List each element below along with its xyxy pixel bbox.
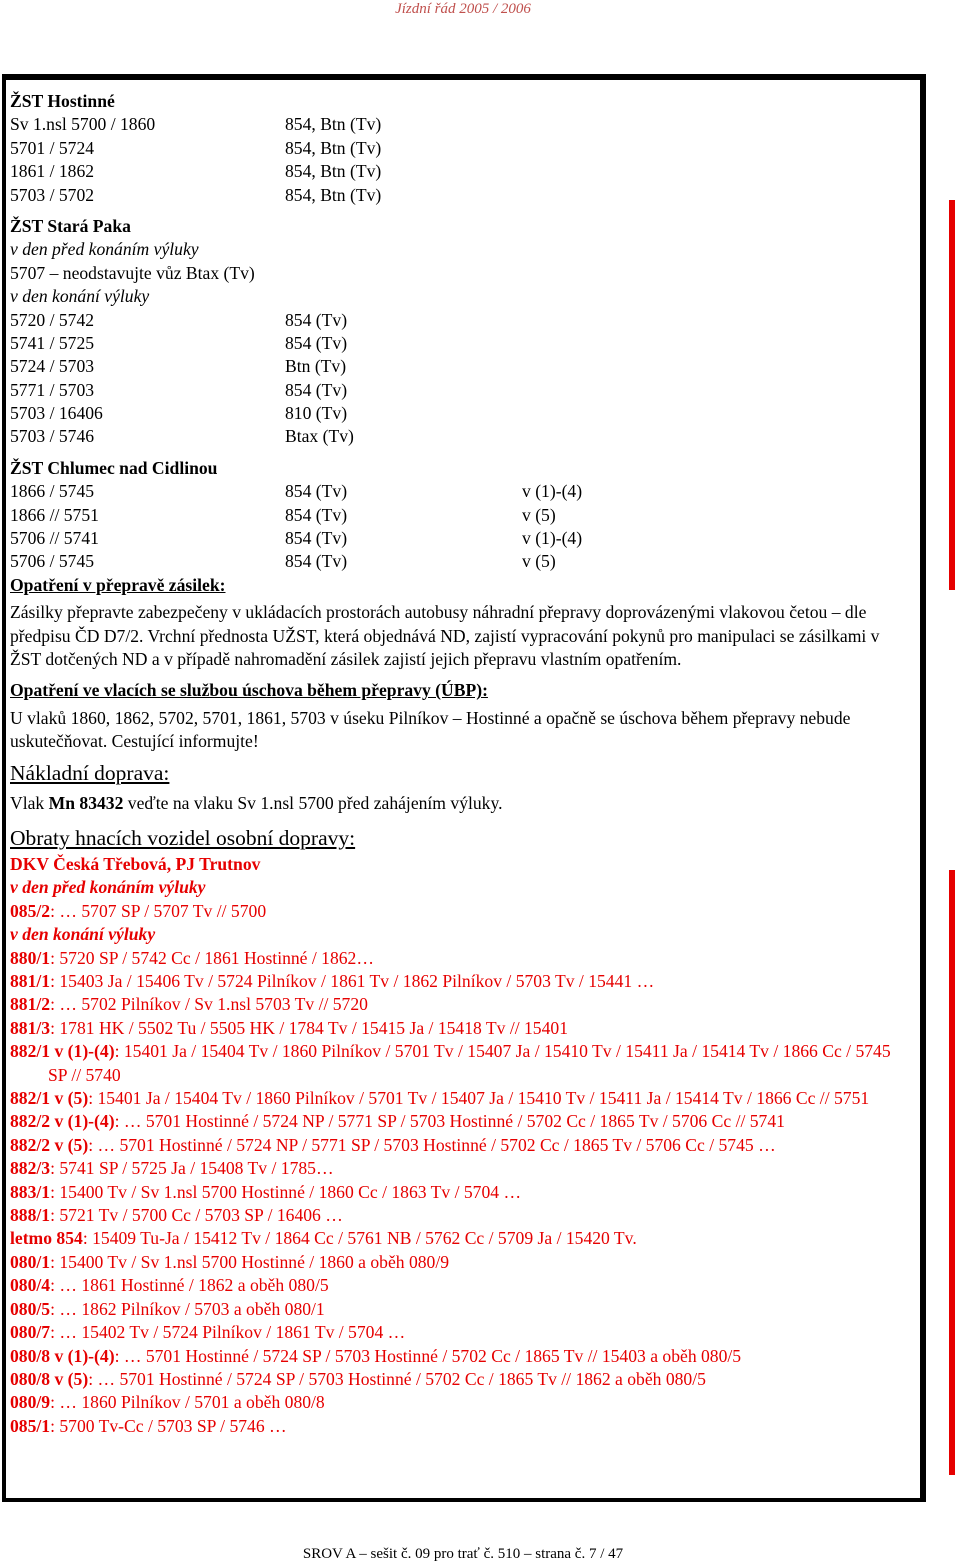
freight-text-pre: Vlak: [10, 792, 49, 813]
train-pair: 5706 // 5741: [10, 528, 99, 549]
vehicle-info: 854 (Tv): [285, 309, 348, 330]
rotation-code: 883/1: [10, 1181, 51, 1202]
train-pair: 5703 / 5746: [10, 426, 95, 447]
train-pair: Sv 1.nsl 5700 / 1860: [10, 114, 156, 135]
vehicle-info: 854, Btn (Tv): [285, 137, 382, 158]
rotation-entry: [10, 1204, 910, 1227]
rotation-trains: : … 5701 Hostinné / 5724 NP / 5771 SP / 5703 Hostinné / 5702 Cc / 1865 Tv / 5706 Cc / 5745 …: [88, 1134, 776, 1155]
depot-title: DKV Česká Třebová, PJ Trutnov: [10, 854, 261, 875]
table-row: [10, 504, 910, 527]
train-pair: 1866 // 5751: [10, 504, 99, 525]
vehicle-info: 854 (Tv): [285, 528, 348, 549]
vehicle-info: 854, Btn (Tv): [285, 114, 382, 135]
rotation-code: 888/1: [10, 1205, 51, 1226]
rotation-entry: [10, 900, 910, 923]
rotation-list: [10, 876, 910, 1438]
rotation-trains: : 15400 Tv / Sv 1.nsl 5700 Hostinné / 1860 a oběh 080/9: [50, 1251, 450, 1272]
rotation-trains: : 5721 Tv / 5700 Cc / 5703 SP / 16406 …: [50, 1205, 343, 1226]
rotation-period-label: v den před konáním výluky: [10, 877, 206, 898]
before-closure-label: v den před konáním výluky: [10, 239, 199, 260]
validity-days: v (5): [522, 504, 556, 525]
rotation-entry: [10, 1274, 910, 1297]
rotation-period-label: v den konání výluky: [10, 924, 156, 945]
train-pair: 5724 / 5703: [10, 356, 95, 377]
rotation-entry: [10, 1134, 910, 1157]
rotation-code: letmo 854: [10, 1228, 83, 1249]
vehicle-info: 854, Btn (Tv): [285, 184, 382, 205]
parcels-text: Zásilky přepravte zabezpečeny v ukládacích prostorách autobusy náhradní přepravy doprovázenými vlakovou četou – dle předpisu ČD D7/2. Vrchní přednosta UŽST, která objednává ND, zajistí vypracování pokynů pro manipulaci se zásilkami v ŽST dotčených ND a v případě nahromadění zásilek zajistí jejich přepravu vlastním opatřením.: [10, 602, 880, 670]
validity-days: v (1)-(4): [522, 528, 583, 549]
rotation-code: 080/4: [10, 1275, 51, 1296]
rotation-code: 085/1: [10, 1415, 51, 1436]
rotation-code: 080/1: [10, 1251, 51, 1272]
rotation-entry: [10, 1415, 910, 1438]
before-closure-note: 5707 – neodstavujte vůz Btax (Tv): [10, 262, 255, 283]
rotation-code: 085/2: [10, 900, 51, 921]
parcels-heading: Opatření v přepravě zásilek:: [10, 574, 226, 595]
rotation-entry: [10, 1087, 910, 1110]
rotation-code: 882/1 v (1)-(4): [10, 1041, 115, 1062]
rotation-trains: : … 5707 SP / 5707 Tv // 5700: [50, 900, 267, 921]
rotation-entry: [10, 947, 910, 970]
vehicle-info: 854 (Tv): [285, 504, 348, 525]
rotation-code: 881/2: [10, 994, 51, 1015]
rotation-entry: [10, 1321, 910, 1344]
vehicle-info: 810 (Tv): [285, 403, 348, 424]
page-header-title: Jízdní řád 2005 / 2006: [395, 1, 531, 17]
rotation-entry: [10, 993, 910, 1016]
table-row: [10, 550, 910, 573]
table-row: [10, 355, 910, 378]
rotation-trains: : 15409 Tu-Ja / 15412 Tv / 1864 Cc / 5761 NB / 5762 Cc / 5709 Ja / 15420 Tv.: [82, 1228, 637, 1249]
validity-days: v (1)-(4): [522, 481, 583, 502]
rotation-trains: : … 5702 Pilníkov / Sv 1.nsl 5703 Tv // 5720: [50, 994, 368, 1015]
table-row: [10, 184, 910, 207]
rotation-code: 080/5: [10, 1298, 51, 1319]
rotation-trains: : 15403 Ja / 15406 Tv / 5724 Pilníkov / 1861 Tv / 1862 Pilníkov / 5703 Tv / 15441 …: [50, 971, 655, 991]
vehicle-info: 854, Btn (Tv): [285, 161, 382, 182]
rotation-trains: : … 1860 Pilníkov / 5701 a oběh 080/8: [50, 1392, 325, 1413]
hostinne-table: [10, 113, 910, 207]
rotation-trains: : … 1862 Pilníkov / 5703 a oběh 080/1: [50, 1298, 325, 1319]
rotation-trains: : … 5701 Hostinné / 5724 NP / 5771 SP / 5703 Hostinné / 5702 Cc / 1865 Tv / 5706 Cc // 5741: [114, 1111, 785, 1132]
rotation-entry: [10, 970, 910, 993]
freight-train-id: Mn 83432: [48, 792, 124, 813]
train-pair: 1861 / 1862: [10, 161, 95, 182]
freight-text-post: veďte na vlaku Sv 1.nsl 5700 před zahájením výluky.: [123, 792, 503, 813]
table-row: [10, 480, 910, 503]
train-pair: 5703 / 16406: [10, 403, 103, 424]
vehicle-info: 854 (Tv): [285, 481, 348, 502]
table-row: [10, 379, 910, 402]
rotation-trains: : 1781 HK / 5502 Tu / 5505 HK / 1784 Tv / 15415 Ja / 15418 Tv // 15401: [50, 1017, 568, 1038]
rotation-entry: [10, 1040, 910, 1087]
station-title-hostinne: ŽST Hostinné: [10, 91, 115, 111]
train-pair: 5720 / 5742: [10, 309, 95, 330]
rotation-code: 882/2 v (1)-(4): [10, 1111, 115, 1132]
vehicle-info: Btn (Tv): [285, 356, 347, 377]
freight-heading: Nákladní doprava:: [10, 760, 170, 785]
document-body: [10, 90, 910, 1438]
rotation-entry: [10, 1298, 910, 1321]
table-row: [10, 309, 910, 332]
ubp-text: U vlaků 1860, 1862, 5702, 5701, 1861, 5703 v úseku Pilníkov – Hostinné a opačně se úschova během přepravy nebude uskutečňovat. Cestující informujte!: [10, 707, 851, 752]
station-title-stara-paka: ŽST Stará Paka: [10, 215, 131, 236]
rotation-code: 080/9: [10, 1392, 51, 1413]
page-footer: SROV A – sešit č. 09 pro trať č. 510 – strana č. 7 / 47: [302, 1546, 624, 1562]
rotation-code: 882/2 v (5): [10, 1134, 89, 1155]
rotation-trains: : … 5701 Hostinné / 5724 SP / 5703 Hostinné / 5702 Cc / 1865 Tv // 1862 a oběh 080/5: [88, 1368, 706, 1389]
rotation-entry: [10, 1157, 910, 1180]
train-pair: 1866 / 5745: [10, 481, 95, 502]
rotation-entry: [10, 1017, 910, 1040]
rotation-trains: : 15401 Ja / 15404 Tv / 1860 Pilníkov / 5701 Tv / 15407 Ja / 15410 Tv / 15411 Ja / 15414 Tv / 1866 Cc // 5751: [88, 1088, 870, 1109]
freight-text: [10, 792, 910, 815]
table-row: [10, 425, 910, 448]
table-row: [10, 137, 910, 160]
train-pair: 5741 / 5725: [10, 332, 95, 353]
vehicle-info: 854 (Tv): [285, 379, 348, 400]
rotation-code: 882/3: [10, 1158, 51, 1179]
rotation-entry: [10, 1368, 910, 1391]
table-row: [10, 160, 910, 183]
revision-bar-upper: [949, 200, 955, 590]
rotation-entry: [10, 1227, 910, 1250]
train-pair: 5703 / 5702: [10, 184, 95, 205]
rotation-code: 080/8 v (1)-(4): [10, 1345, 115, 1366]
closure-day-label: v den konání výluky: [10, 286, 150, 307]
rotation-trains: : 5741 SP / 5725 Ja / 15408 Tv / 1785…: [50, 1158, 334, 1179]
stara-paka-table: [10, 309, 910, 449]
rotation-trains: : … 1861 Hostinné / 1862 a oběh 080/5: [50, 1275, 329, 1296]
train-pair: 5706 / 5745: [10, 551, 95, 572]
vehicle-info: 854 (Tv): [285, 551, 348, 572]
table-row: [10, 332, 910, 355]
rotation-code: 080/7: [10, 1322, 51, 1343]
rotation-trains: : 15401 Ja / 15404 Tv / 1860 Pilníkov / 5701 Tv / 15407 Ja / 15410 Tv / 15411 Ja / 15414 Tv / 1866 Cc / 5745 SP // 5740: [48, 1041, 891, 1085]
rotation-code: 881/3: [10, 1017, 51, 1038]
ubp-heading: Opatření ve vlacích se službou úschova během přepravy (ÚBP):: [10, 680, 488, 701]
station-title-chlumec: ŽST Chlumec nad Cidlinou: [10, 457, 218, 478]
train-pair: 5701 / 5724: [10, 137, 95, 158]
table-row: [10, 113, 910, 136]
train-pair: 5771 / 5703: [10, 379, 95, 400]
rotation-trains: : … 5701 Hostinné / 5724 SP / 5703 Hostinné / 5702 Cc / 1865 Tv // 15403 a oběh 080/5: [114, 1345, 742, 1366]
rotation-entry: [10, 1110, 910, 1133]
rotation-entry: [10, 1251, 910, 1274]
revision-bar-lower: [949, 870, 955, 1475]
rotation-code: 880/1: [10, 947, 51, 968]
vehicle-info: Btax (Tv): [285, 426, 354, 447]
rotation-entry: [10, 1345, 910, 1368]
table-row: [10, 402, 910, 425]
rotation-trains: : 15400 Tv / Sv 1.nsl 5700 Hostinné / 1860 Cc / 1863 Tv / 5704 …: [50, 1181, 522, 1202]
rotation-code: 882/1 v (5): [10, 1088, 89, 1109]
rotation-trains: : … 15402 Tv / 5724 Pilníkov / 1861 Tv / 5704 …: [50, 1322, 406, 1343]
validity-days: v (5): [522, 551, 556, 572]
rotation-trains: : 5720 SP / 5742 Cc / 1861 Hostinné / 1862…: [50, 947, 374, 968]
rotation-code: 881/1: [10, 971, 51, 991]
vehicle-info: 854 (Tv): [285, 332, 348, 353]
rotation-entry: [10, 1181, 910, 1204]
rotation-entry: [10, 1391, 910, 1414]
rotations-heading: Obraty hnacích vozidel osobní dopravy:: [10, 826, 356, 851]
rotation-code: 080/8 v (5): [10, 1368, 89, 1389]
table-row: [10, 527, 910, 550]
rotation-trains: : 5700 Tv-Cc / 5703 SP / 5746 …: [50, 1415, 287, 1436]
chlumec-table: [10, 480, 910, 574]
